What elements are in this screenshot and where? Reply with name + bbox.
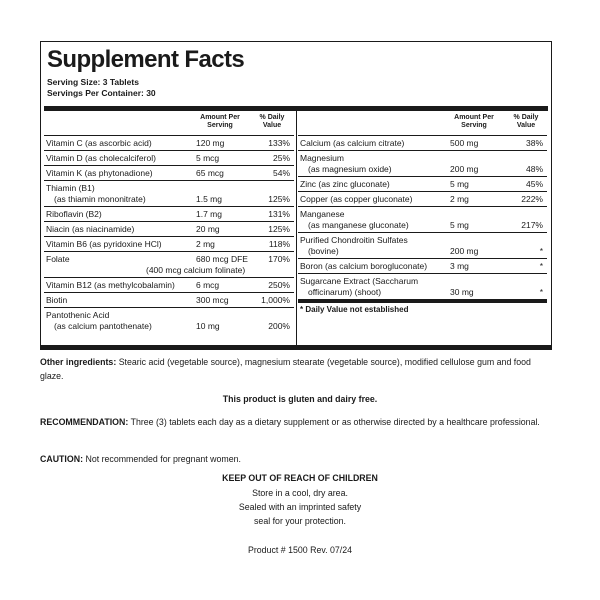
nutrient-amount: 1.7 mg — [196, 209, 222, 219]
nutrient-row — [44, 237, 294, 252]
nutrient-name: Purified Chondroitin Sulfates — [300, 235, 408, 245]
storage-line: Sealed with an imprinted safety — [238, 502, 362, 512]
nutrient-daily-value: 131% — [268, 209, 290, 219]
nutrient-amount: 20 mg — [196, 224, 220, 234]
nutrient-name: Boron (as calcium borogluconate) — [300, 261, 428, 271]
gluten-statement: This product is gluten and dairy free. — [222, 394, 378, 404]
nutrient-name: Vitamin C (as ascorbic acid) — [46, 138, 152, 148]
nutrient-row — [44, 252, 294, 278]
nutrient-daily-value: 25% — [272, 153, 290, 163]
nutrient-amount: 30 mg — [450, 287, 474, 297]
nutrient-column-right — [298, 111, 547, 317]
nutrient-name: Folate — [46, 254, 70, 264]
nutrient-amount: 5 mcg — [196, 153, 220, 163]
other-ingredients — [40, 355, 555, 383]
nutrient-daily-value: 54% — [272, 168, 290, 178]
nutrient-daily-value: 250% — [268, 280, 290, 290]
column-header — [298, 111, 547, 136]
caution-text: Not recommended for pregnant women. — [83, 454, 241, 464]
recommendation-label: RECOMMENDATION: — [40, 417, 129, 427]
nutrient-amount: 2 mg — [196, 239, 215, 249]
nutrient-row — [44, 278, 294, 293]
nutrient-name: Magnesium — [300, 153, 344, 163]
nutrient-source: officinarum) (shoot) — [308, 287, 382, 297]
column-divider — [296, 111, 297, 348]
nutrient-daily-value: 48% — [525, 164, 543, 174]
nutrient-daily-value: 125% — [268, 194, 290, 204]
nutrient-note: (400 mcg calcium folinate) — [146, 265, 246, 275]
nutrient-daily-value: 133% — [268, 138, 290, 148]
recommendation-text: Three (3) tablets each day as a dietary supplement or as otherwise directed by a healthcare professional. — [128, 417, 540, 427]
nutrient-amount: 200 mg — [450, 246, 479, 256]
nutrient-daily-value: 1,000% — [261, 295, 290, 305]
supplement-facts-panel — [40, 41, 552, 350]
nutrient-daily-value: * — [539, 287, 543, 297]
nutrient-source: (as calcium pantothenate) — [54, 321, 152, 331]
nutrient-name: Manganese — [300, 209, 345, 219]
nutrient-amount: 5 mg — [450, 220, 469, 230]
caution-label: CAUTION: — [40, 454, 84, 464]
nutrient-row — [298, 136, 547, 151]
nutrient-row — [44, 136, 294, 151]
nutrient-row — [44, 222, 294, 237]
nutrient-name: Pantothenic Acid — [46, 310, 110, 320]
storage-line: Store in a cool, dry area. — [252, 488, 348, 498]
nutrient-name: Biotin — [46, 295, 68, 305]
daily-value-header: % Daily Value — [259, 114, 285, 129]
nutrient-source: (as thiamin mononitrate) — [54, 194, 146, 204]
servings-per-container: Servings Per Container: 30 — [47, 88, 156, 98]
nutrient-row — [298, 177, 547, 192]
panel-title: Supplement Facts — [47, 46, 245, 73]
nutrient-source: (as magnesium oxide) — [308, 164, 392, 174]
nutrient-daily-value: 38% — [525, 138, 543, 148]
nutrient-name: Thiamin (B1) — [46, 183, 95, 193]
nutrient-row — [298, 233, 547, 259]
nutrient-daily-value: 217% — [521, 220, 543, 230]
nutrient-source: (as manganese gluconate) — [308, 220, 409, 230]
daily-value-header: % Daily Value — [513, 114, 539, 129]
column-header — [44, 111, 294, 136]
other-ingredients-label: Other ingredients: — [40, 357, 117, 367]
nutrient-amount: 200 mg — [450, 164, 479, 174]
nutrient-row — [298, 192, 547, 207]
nutrient-amount: 500 mg — [450, 138, 479, 148]
nutrient-name: Vitamin D (as cholecalciferol) — [46, 153, 156, 163]
nutrient-amount: 680 mcg DFE — [196, 254, 248, 264]
serving-size: Serving Size: 3 Tablets — [47, 77, 139, 87]
nutrient-daily-value: 170% — [268, 254, 290, 264]
nutrient-daily-value: 200% — [268, 321, 290, 331]
nutrient-row — [44, 181, 294, 207]
nutrient-row — [298, 274, 547, 303]
nutrient-amount: 65 mcg — [196, 168, 224, 178]
nutrient-daily-value: * — [539, 261, 543, 271]
nutrient-daily-value: 125% — [268, 224, 290, 234]
nutrient-amount: 120 mg — [196, 138, 225, 148]
amount-header: Amount Per Serving — [454, 114, 494, 129]
nutrient-amount: 300 mcg — [196, 295, 229, 305]
other-ingredients-text: Stearic acid (vegetable source), magnesium stearate (vegetable source), modified cellulose gum and food glaze. — [40, 357, 531, 381]
nutrient-name: Riboflavin (B2) — [46, 209, 102, 219]
nutrient-name: Copper (as copper gluconate) — [300, 194, 413, 204]
nutrient-row — [44, 207, 294, 222]
nutrient-name: Calcium (as calcium citrate) — [300, 138, 405, 148]
nutrient-daily-value: 222% — [521, 194, 543, 204]
storage-line: seal for your protection. — [254, 516, 346, 526]
keep-out-warning: KEEP OUT OF REACH OF CHILDREN — [222, 473, 378, 483]
caution — [40, 452, 555, 466]
nutrient-row — [44, 293, 294, 308]
nutrient-amount: 6 mcg — [196, 280, 220, 290]
nutrient-row — [44, 166, 294, 181]
product-info: Product # 1500 Rev. 07/24 — [247, 545, 352, 555]
nutrient-name: Vitamin K (as phytonadione) — [46, 168, 153, 178]
bottom-rule — [41, 345, 551, 350]
footnote: * Daily Value not established — [300, 305, 409, 314]
nutrient-name: Niacin (as niacinamide) — [46, 224, 135, 234]
nutrient-daily-value: 118% — [268, 239, 290, 249]
nutrient-row — [298, 151, 547, 177]
nutrient-amount: 1.5 mg — [196, 194, 222, 204]
nutrient-name: Vitamin B6 (as pyridoxine HCl) — [46, 239, 162, 249]
nutrient-name: Vitamin B12 (as methylcobalamin) — [46, 280, 175, 290]
nutrient-row — [298, 259, 547, 274]
nutrient-daily-value: * — [539, 246, 543, 256]
nutrient-source: (bovine) — [308, 246, 339, 256]
nutrient-amount: 10 mg — [196, 321, 220, 331]
nutrient-name: Zinc (as zinc gluconate) — [300, 179, 390, 189]
nutrient-row — [298, 207, 547, 233]
recommendation — [40, 415, 555, 429]
nutrient-row — [44, 151, 294, 166]
nutrient-column-left — [44, 111, 294, 333]
nutrient-amount: 3 mg — [450, 261, 469, 271]
nutrient-row — [44, 308, 294, 333]
amount-header: Amount Per Serving — [200, 114, 240, 129]
nutrient-daily-value: 45% — [525, 179, 543, 189]
nutrient-name: Sugarcane Extract (Saccharum — [300, 276, 419, 286]
nutrient-amount: 5 mg — [450, 179, 469, 189]
nutrient-amount: 2 mg — [450, 194, 469, 204]
